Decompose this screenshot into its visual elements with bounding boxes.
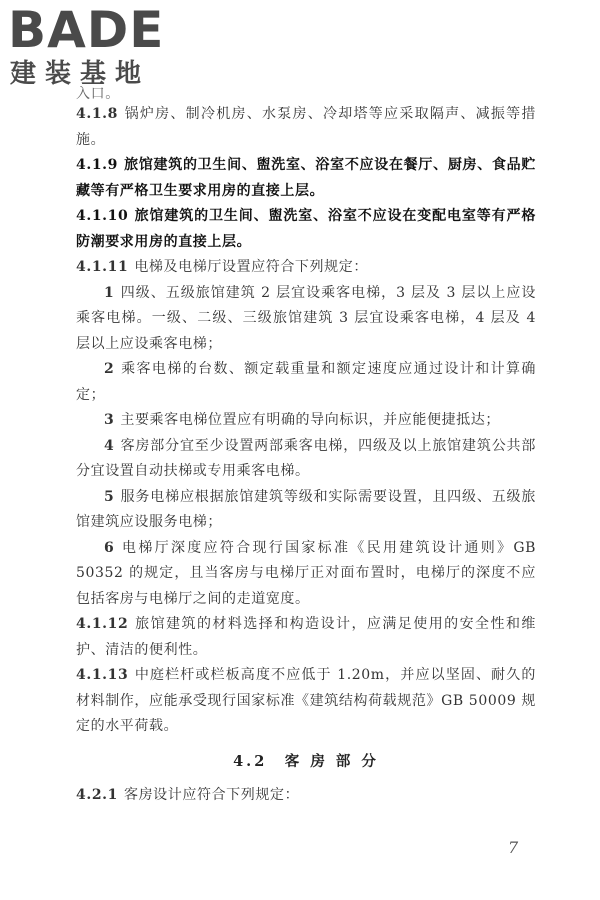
sub-item-text: 电梯厅深度应符合现行国家标准《民用建筑设计通则》GB 50352 的规定，且当客房与电梯厅正对面布置时，电梯厅的深度不应包括客房与电梯厅之间的走道宽度。 — [76, 539, 536, 607]
clause-4-1-12 — [76, 612, 536, 663]
clause-4-1-13 — [76, 663, 536, 740]
clause-text: 客房设计应符合下列规定： — [123, 786, 300, 803]
sub-item-text: 客房部分宜至少设置两部乘客电梯，四级及以上旅馆建筑公共部分宜设置自动扶梯或专用乘客电梯。 — [76, 437, 536, 479]
clause-text: 旅馆建筑的卫生间、盥洗室、浴室不应设在餐厅、厨房、食品贮藏等有严格卫生要求用房的直接上层。 — [76, 157, 536, 199]
sub-item-text: 服务电梯应根据旅馆建筑等级和实际需要设置，且四级、五级旅馆建筑应设服务电梯； — [76, 488, 536, 530]
sub-item-number: 6 — [104, 539, 115, 556]
sub-item-1 — [76, 281, 536, 358]
clause-4-1-10 — [76, 204, 536, 255]
clause-number: 4.1.12 — [76, 616, 129, 632]
clause-text: 旅馆建筑的材料选择和构造设计，应满足使用的安全性和维护、清洁的便利性。 — [76, 616, 536, 658]
sub-item-4 — [76, 434, 536, 485]
sub-item-text: 四级、五级旅馆建筑 2 层宜设乘客电梯，3 层及 3 层以上应设乘客电梯。一级、二级、三级旅馆建筑 3 层宜设乘客电梯，4 层及 4 层以上应设乘客电梯； — [76, 284, 536, 352]
sub-item-text: 乘客电梯的台数、额定载重量和额定速度应通过设计和计算确定； — [76, 361, 536, 403]
clause-text: 中庭栏杆或栏板高度不应低于 1.20m，并应以坚固、耐久的材料制作，应能承受现行国家标准《建筑结构荷载规范》GB 50009 规定的水平荷载。 — [76, 667, 537, 734]
document-body — [76, 88, 536, 808]
clause-number: 4.1.9 — [76, 157, 118, 173]
sub-item-number: 3 — [104, 412, 115, 428]
logo-wordmark: BADE — [8, 1, 165, 59]
clause-text: 锅炉房、制冷机房、水泵房、冷却塔等应采取隔声、减振等措施。 — [76, 106, 536, 148]
sub-item-text: 主要乘客电梯位置应有明确的导向标识，并应能便捷抵达； — [120, 412, 500, 428]
clause-number: 4.1.10 — [76, 208, 129, 224]
sub-item-5 — [76, 485, 536, 536]
sub-item-3 — [76, 408, 536, 434]
clause-number: 4.1.8 — [76, 106, 118, 122]
clause-text: 电梯及电梯厅设置应符合下列规定： — [134, 259, 368, 275]
fragment-text: 入口。 — [76, 86, 120, 102]
sub-item-2 — [76, 357, 536, 408]
clause-4-1-8 — [76, 102, 536, 153]
sub-item-number: 5 — [104, 488, 115, 505]
page-number: 7 — [508, 838, 519, 857]
bade-logo — [8, 1, 178, 90]
clause-number: 4.1.11 — [76, 259, 129, 275]
clause-number: 4.1.13 — [76, 667, 129, 683]
sub-item-number: 2 — [104, 361, 115, 377]
sub-item-number: 4 — [104, 437, 115, 454]
clause-text: 旅馆建筑的卫生间、盥洗室、浴室不应设在变配电室等有严格防潮要求用房的直接上层。 — [76, 208, 536, 250]
clause-4-1-11 — [76, 255, 536, 281]
sub-item-number: 1 — [104, 284, 115, 301]
clause-4-2-1 — [76, 783, 536, 809]
clause-number: 4.2.1 — [76, 786, 118, 803]
logo-subtitle: 建装基地 — [10, 59, 151, 89]
clause-4-1-9 — [76, 153, 536, 204]
sub-item-6 — [76, 536, 536, 613]
section-heading: 4.2 客 房 部 分 — [233, 752, 379, 770]
